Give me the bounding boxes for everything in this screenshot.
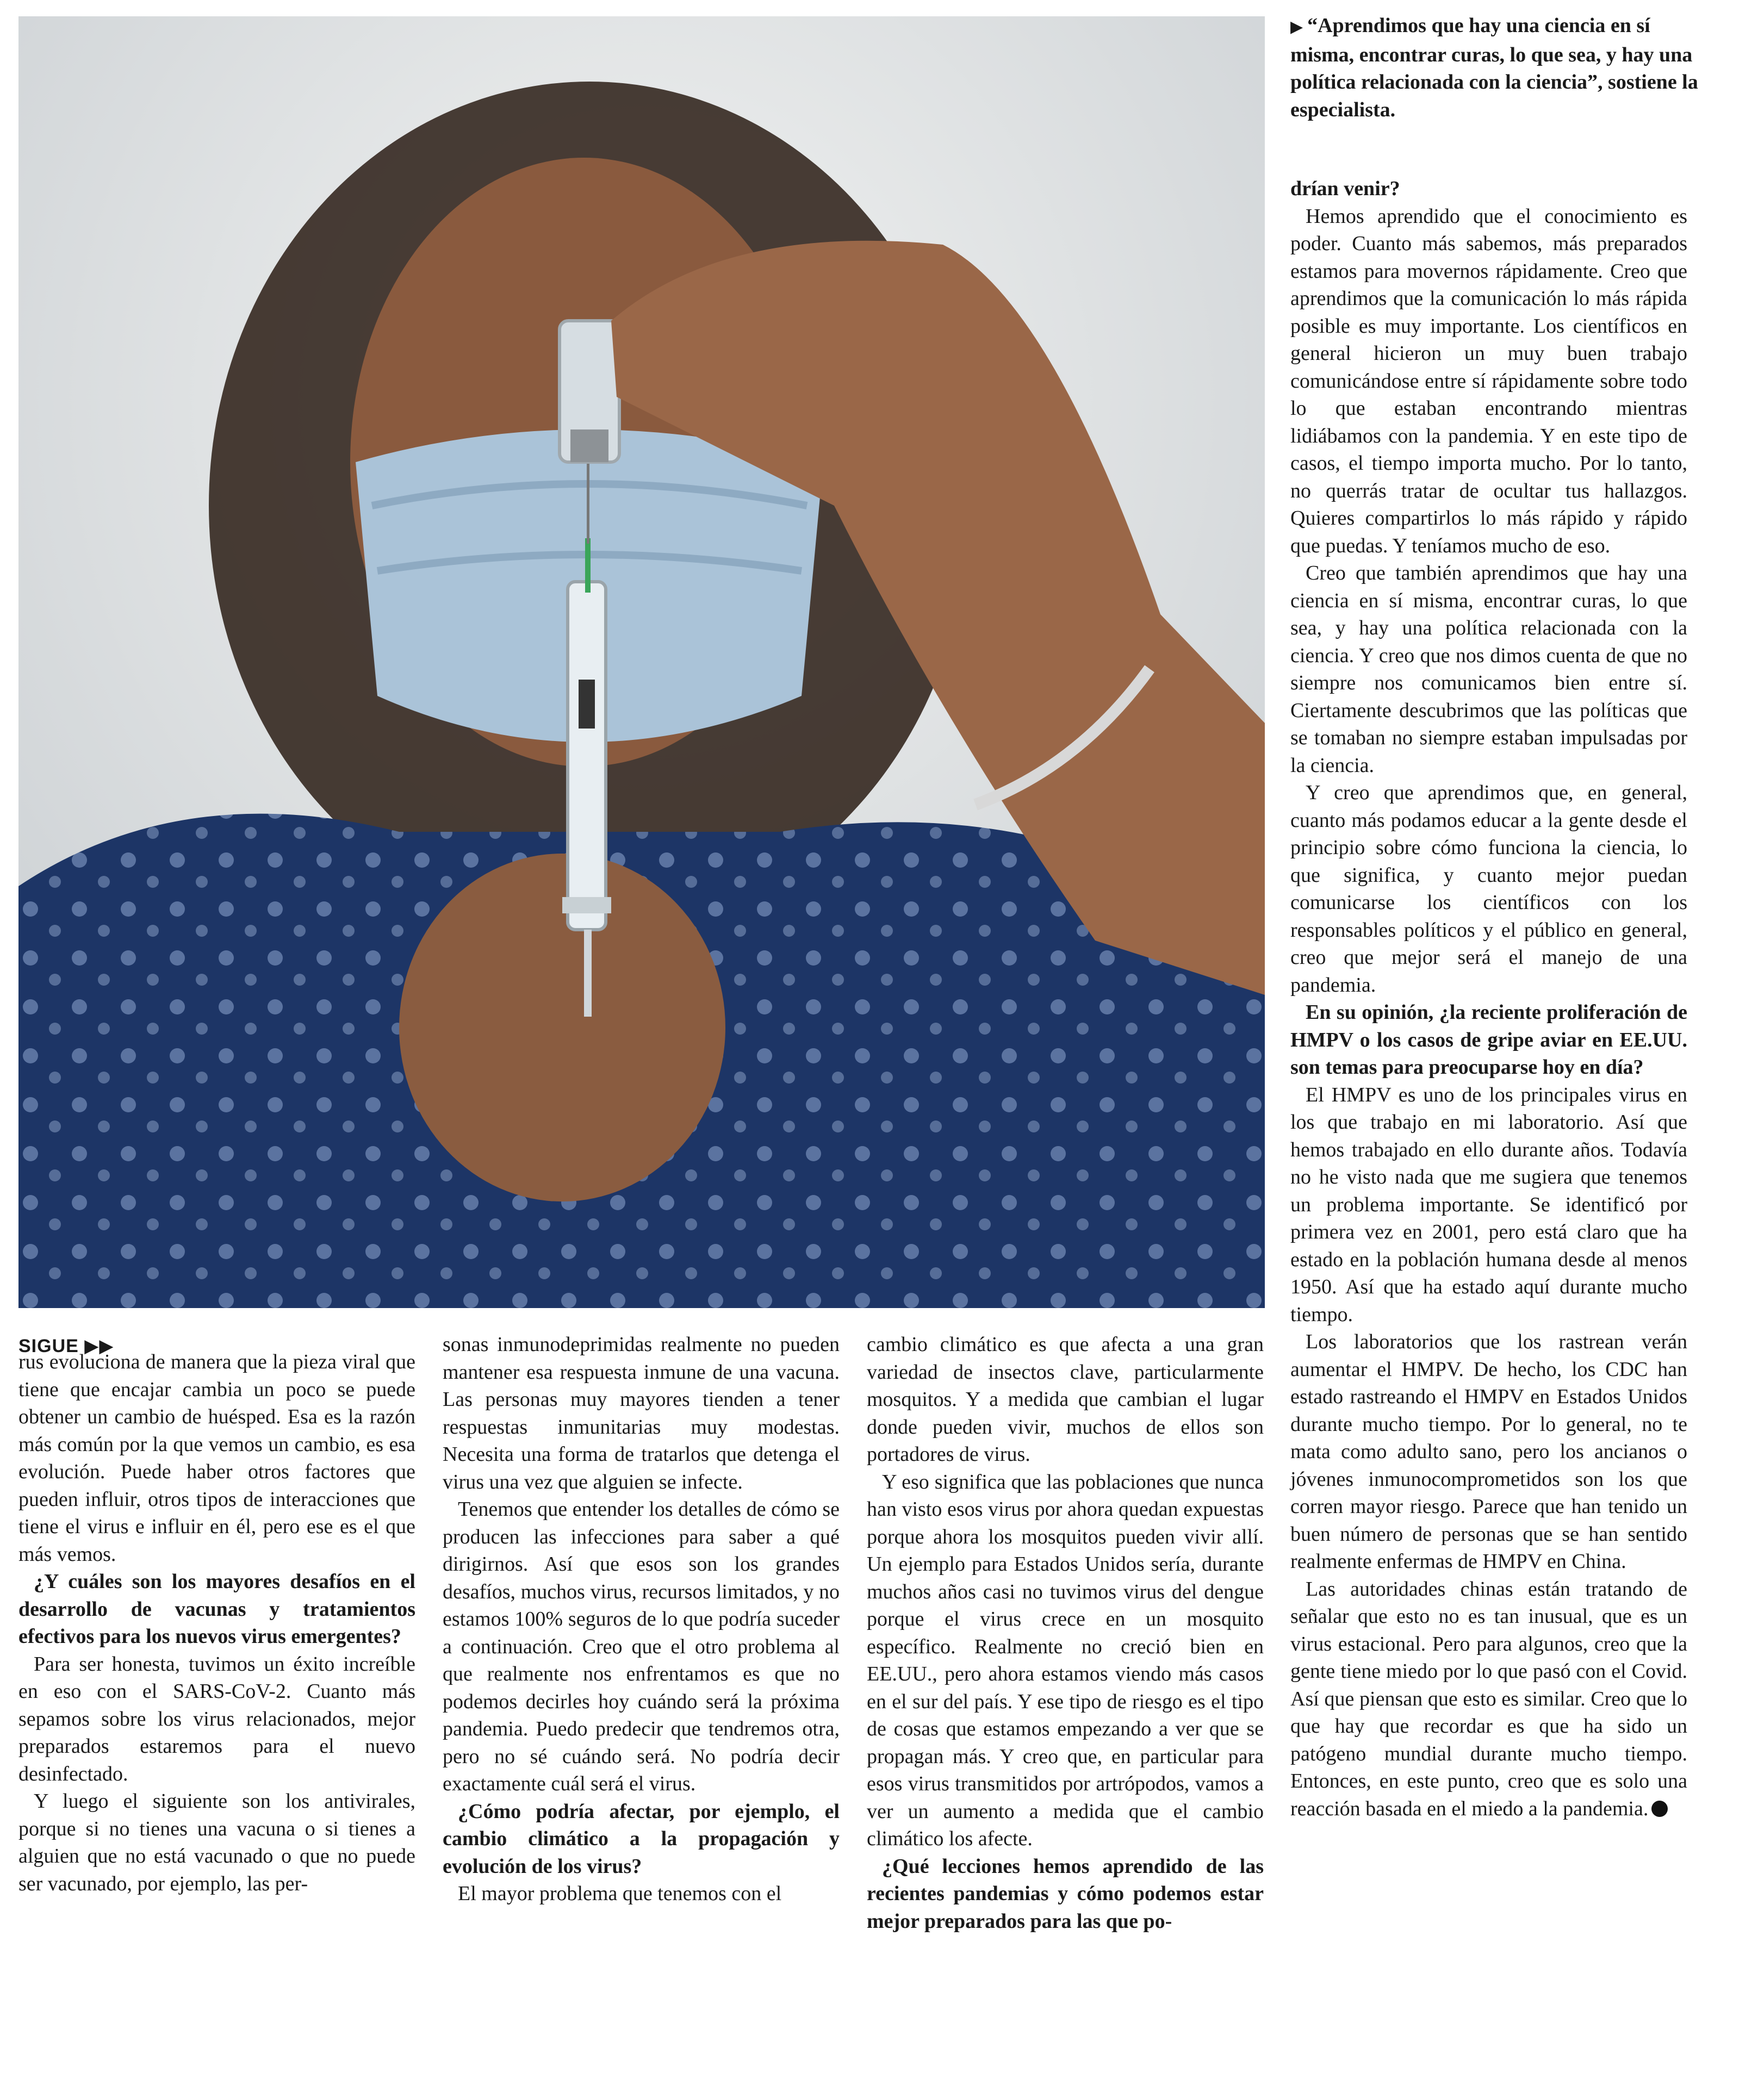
interview-question-continued: drían venir? [1290, 177, 1400, 200]
paragraph: sonas inmunodeprimidas realmente no pueden mantener esa respuesta inmune de una vacuna. Las personas muy mayores tienden a tener respuestas inmunitarias muy modestas. Necesita una forma de tratarlos que detenga el virus una vez que alguien se infecte. [443, 1333, 840, 1493]
interview-question: ¿Qué lecciones hemos aprendido de las recientes pandemias y cómo podemos estar mejor preparados para las que po- [867, 1854, 1264, 1933]
vaccine-photo-illustration [18, 16, 1265, 1308]
article-column-3 [867, 1331, 1264, 1935]
interview-question: ¿Y cuáles son los mayores desafíos en el desarrollo de vacunas y tratamientos efectivos para los nuevos virus emergentes? [18, 1570, 415, 1648]
paragraph: Los laboratorios que los rastrean verán aumentar el HMPV. De hecho, los CDC han estado rastreando el HMPV en Estados Unidos durante mucho tiempo. Por lo general, no te mata como adulto sano, pero los ancianos o jóvenes inmunocomprometidos son los que corren mayor riesgo. Parece que han tenido un buen número de personas que se han sentido realmente enfermas de HMPV en China. [1290, 1330, 1687, 1573]
article-column-2 [443, 1331, 840, 1908]
interview-question: En su opinión, ¿la reciente proliferación de HMPV o los casos de gripe aviar en EE.UU. son temas para preocuparse hoy en día? [1290, 1001, 1687, 1079]
paragraph: El HMPV es uno de los principales virus en los que trabajo en mi laboratorio. Así que hemos trabajado en ello durante años. Todavía no he visto nada que me sugiera que tenemos un problema importante. Se identificó por primera vez en 2001, pero está claro que ha estado en la población humana desde al menos 1950. Así que ha estado aquí durante mucho tiempo. [1290, 1083, 1687, 1326]
paragraph: Y eso significa que las poblaciones que nunca han visto esos virus por ahora quedan expuestas porque ahora los mosquitos pueden vivir allí. Un ejemplo para Estados Unidos sería, durante muchos años casi no tuvimos virus del dengue porque el virus crece en un mosquito específico. Realmente no creció bien en EE.UU., pero ahora estamos viendo más casos en el sur del país. Y ese tipo de riesgo es el tipo de cosas que estamos empezando a ver que se propagan más. Y creo que, en particular para esos virus transmitidos por artrópodos, vamos a ver un aumento a medida que el cambio climático los afecte. [867, 1470, 1264, 1850]
paragraph: Y luego el siguiente son los antivirales, porque si no tienes una vacuna o si tienes a alguien que no está vacunado o que no puede ser vacunado, por ejemplo, las per- [18, 1790, 415, 1895]
final-paragraph-text: Las autoridades chinas están tratando de señalar que esto no es tan inusual, que es un virus estacional. Pero para algunos, creo que la gente tiene miedo por lo que pasó con el Covid. Así que piensan que esto es similar. Creo que lo que hay que recordar es que ha sido un patógeno mundial durante mucho tiempo. Entonces, en este punto, creo que es solo una reacción basada en el miedo a la pandemia. [1290, 1577, 1687, 1820]
paragraph: El mayor problema que tenemos con el [458, 1882, 782, 1905]
end-mark-icon [1651, 1801, 1668, 1817]
article-column-1 [18, 1348, 415, 1897]
play-arrow-icon: ▶ [1290, 18, 1303, 36]
paragraph: rus evoluciona de manera que la pieza viral que tiene que encajar cambia un poco se puede obtener un cambio de huésped. Esa es la razón más común por la que vemos un cambio, es esa evolución. Puede haber otros factores que pueden influir, otros tipos de interacciones que tiene el virus e influir en él, pero ese es el que más vemos. [18, 1350, 415, 1566]
paragraph-final [1290, 1576, 1687, 1823]
pull-quote [1290, 12, 1704, 123]
pull-quote-text: “Aprendimos que hay una ciencia en sí misma, encontrar curas, lo que sea, y hay una política relacionada con la ciencia”, sostiene la especialista. [1290, 14, 1698, 121]
paragraph: Tenemos que entender los detalles de cómo se producen las infecciones para saber a qué dirigirnos. Así que esos son los grandes desafíos, muchos virus, recursos limitados, y no estamos 100% seguros de lo que podría suceder a continuación. Creo que el otro problema al que realmente nos enfrentamos es que no podemos decirles hoy cuándo será la próxima pandemia. Puedo predecir que tendremos otra, pero no sé cuándo será. No podría decir exactamente cuál será el virus. [443, 1498, 840, 1795]
article-column-4 [1290, 175, 1687, 1822]
paragraph: cambio climático es que afecta a una gran variedad de insectos clave, particularmente mosquitos. Y a medida que cambian el lugar donde pueden vivir, muchos de ellos son portadores de virus. [867, 1333, 1264, 1466]
paragraph: Creo que también aprendimos que hay una ciencia en sí misma, encontrar curas, lo que sea, y hay una política relacionada con la ciencia. Y creo que nos dimos cuenta de que no siempre nos comunicamos bien entre sí. Ciertamente descubrimos que las políticas que se tomaban no siempre estaban impulsadas por la ciencia. [1290, 562, 1687, 777]
interview-question: ¿Cómo podría afectar, por ejemplo, el cambio climático a la propagación y evolución de los virus? [443, 1800, 840, 1878]
paragraph: Y creo que aprendimos que, en general, cuanto más podamos educar a la gente desde el principio sobre cómo funciona la ciencia, lo que significa, y cuanto mejor puedan comunicarse los científicos con los responsables políticos y el público en general, creo que mejor será el manejo de una pandemia. [1290, 781, 1687, 997]
paragraph: Hemos aprendido que el conocimiento es poder. Cuanto más sabemos, más preparados estamos para movernos rápidamente. Creo que aprendimos que la comunicación lo más rápida posible es muy importante. Los científicos en general hicieron un muy buen trabajo comunicándose entre sí rápidamente sobre todo lo que estaban encontrando mientras lidiábamos con la pandemia. Y en este tipo de casos, el tiempo importa mucho. Por lo tanto, no querrás tratar de ocultar tus hallazgos. Quieres compartirlos lo más rápido y rápido que puedas. Y teníamos mucho de eso. [1290, 204, 1687, 557]
continue-label: SIGUE ▶▶ [18, 1336, 114, 1356]
article-photo [18, 16, 1265, 1308]
paragraph: Para ser honesta, tuvimos un éxito increíble en eso con el SARS-CoV-2. Cuanto más sepamos sobre los virus relacionados, mejor preparados estaremos para el nuevo desinfectado. [18, 1652, 415, 1785]
